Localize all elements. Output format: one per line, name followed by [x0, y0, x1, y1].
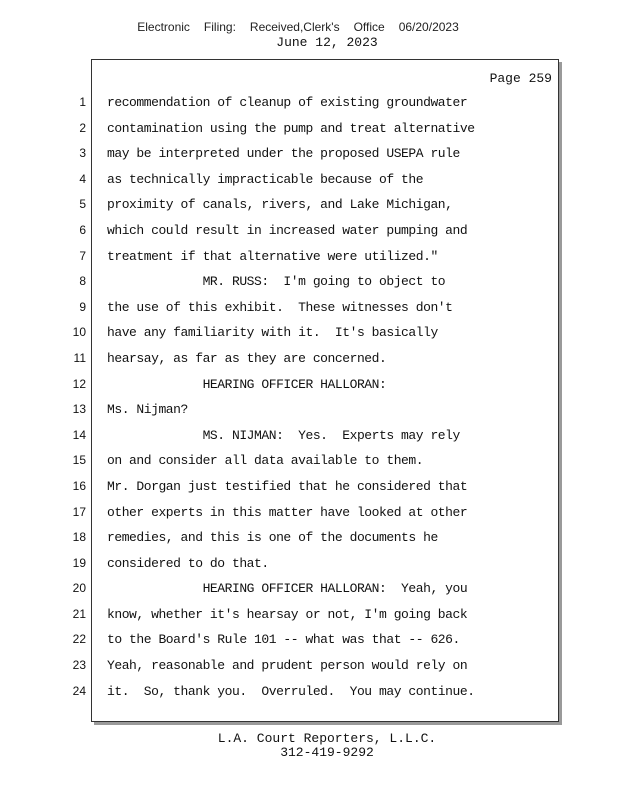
- line-number: 15: [72, 453, 86, 468]
- transcript-line: considered to do that.: [107, 555, 269, 571]
- line-number: 24: [72, 683, 86, 698]
- transcript-line: know, whether it's hearsay or not, I'm going back: [107, 606, 468, 622]
- transcript-line: hearsay, as far as they are concerned.: [107, 350, 387, 366]
- transcript-line: which could result in increased water pumping and: [107, 222, 468, 238]
- line-number: 9: [79, 299, 86, 314]
- transcript-line: treatment if that alternative were utilized.": [107, 248, 438, 264]
- line-number: 4: [79, 171, 86, 186]
- transcript-line: MR. RUSS: I'm going to object to: [107, 274, 446, 290]
- transcript-line: HEARING OFFICER HALLORAN: Yeah, you: [107, 581, 468, 597]
- transcript-line: the use of this exhibit. These witnesses don't: [107, 299, 453, 315]
- transcript-line: remedies, and this is one of the documents he: [107, 530, 438, 546]
- court-reporter-name: L.A. Court Reporters, L.L.C.: [217, 731, 437, 746]
- transcript-line: may be interpreted under the proposed USEPA rule: [107, 146, 460, 162]
- line-number: 12: [72, 376, 86, 391]
- court-reporter-footer: [0, 732, 618, 760]
- line-number: 3: [79, 146, 86, 161]
- line-number: 5: [79, 197, 86, 212]
- line-number: 17: [72, 504, 86, 519]
- transcript-line: it. So, thank you. Overruled. You may continue.: [107, 683, 475, 699]
- transcript-line: as technically impracticable because of the: [107, 171, 424, 187]
- line-number-column: [60, 90, 86, 704]
- transcript-line: Mr. Dorgan just testified that he considered that: [107, 478, 468, 494]
- transcript-line: HEARING OFFICER HALLORAN:: [107, 376, 387, 392]
- transcript-line: on and consider all data available to them.: [107, 453, 424, 469]
- line-number: 8: [79, 274, 86, 289]
- line-number: 18: [72, 530, 86, 545]
- transcript-line: Yeah, reasonable and prudent person would rely on: [107, 658, 468, 674]
- transcript-line: other experts in this matter have looked at other: [107, 504, 468, 520]
- transcript-line: recommendation of cleanup of existing groundwater: [107, 95, 468, 110]
- filing-stamp-word-electronic: Electronic: [137, 20, 190, 34]
- line-number: 14: [72, 427, 86, 442]
- transcript-line: to the Board's Rule 101 -- what was that -- 626.: [107, 632, 460, 648]
- line-number: 20: [72, 581, 86, 596]
- transcript-line: proximity of canals, rivers, and Lake Michigan,: [107, 197, 453, 213]
- filing-stamp-word-office: Office: [353, 20, 385, 34]
- electronic-filing-stamp: [0, 20, 596, 34]
- line-number: 1: [79, 95, 86, 109]
- line-number: 16: [72, 478, 86, 493]
- filing-stamp-word-filing: Filing:: [203, 20, 236, 34]
- line-number: 19: [72, 555, 86, 570]
- transcript-line: MS. NIJMAN: Yes. Experts may rely: [107, 427, 460, 443]
- filing-stamp-word-received-clerks: Received,Clerk's: [249, 20, 340, 34]
- line-number: 13: [72, 402, 86, 417]
- line-number: 10: [72, 325, 86, 340]
- transcript-line: contamination using the pump and treat alternative: [107, 120, 475, 136]
- page-number: Page 259: [489, 71, 552, 86]
- court-reporter-phone: 312-419-9292: [280, 745, 374, 760]
- line-number: 6: [79, 222, 86, 237]
- hearing-date: June 12, 2023: [276, 35, 378, 50]
- transcript-line: have any familiarity with it. It's basically: [107, 325, 438, 341]
- line-number: 2: [79, 120, 86, 135]
- line-number: 23: [72, 658, 86, 673]
- line-number: 21: [72, 606, 86, 621]
- transcript-body: [107, 90, 552, 704]
- line-number: 11: [73, 350, 86, 365]
- line-number: 7: [79, 248, 86, 263]
- line-number: 22: [72, 632, 86, 647]
- transcript-line: Ms. Nijman?: [107, 402, 188, 418]
- filing-stamp-date: 06/20/2023: [398, 20, 459, 34]
